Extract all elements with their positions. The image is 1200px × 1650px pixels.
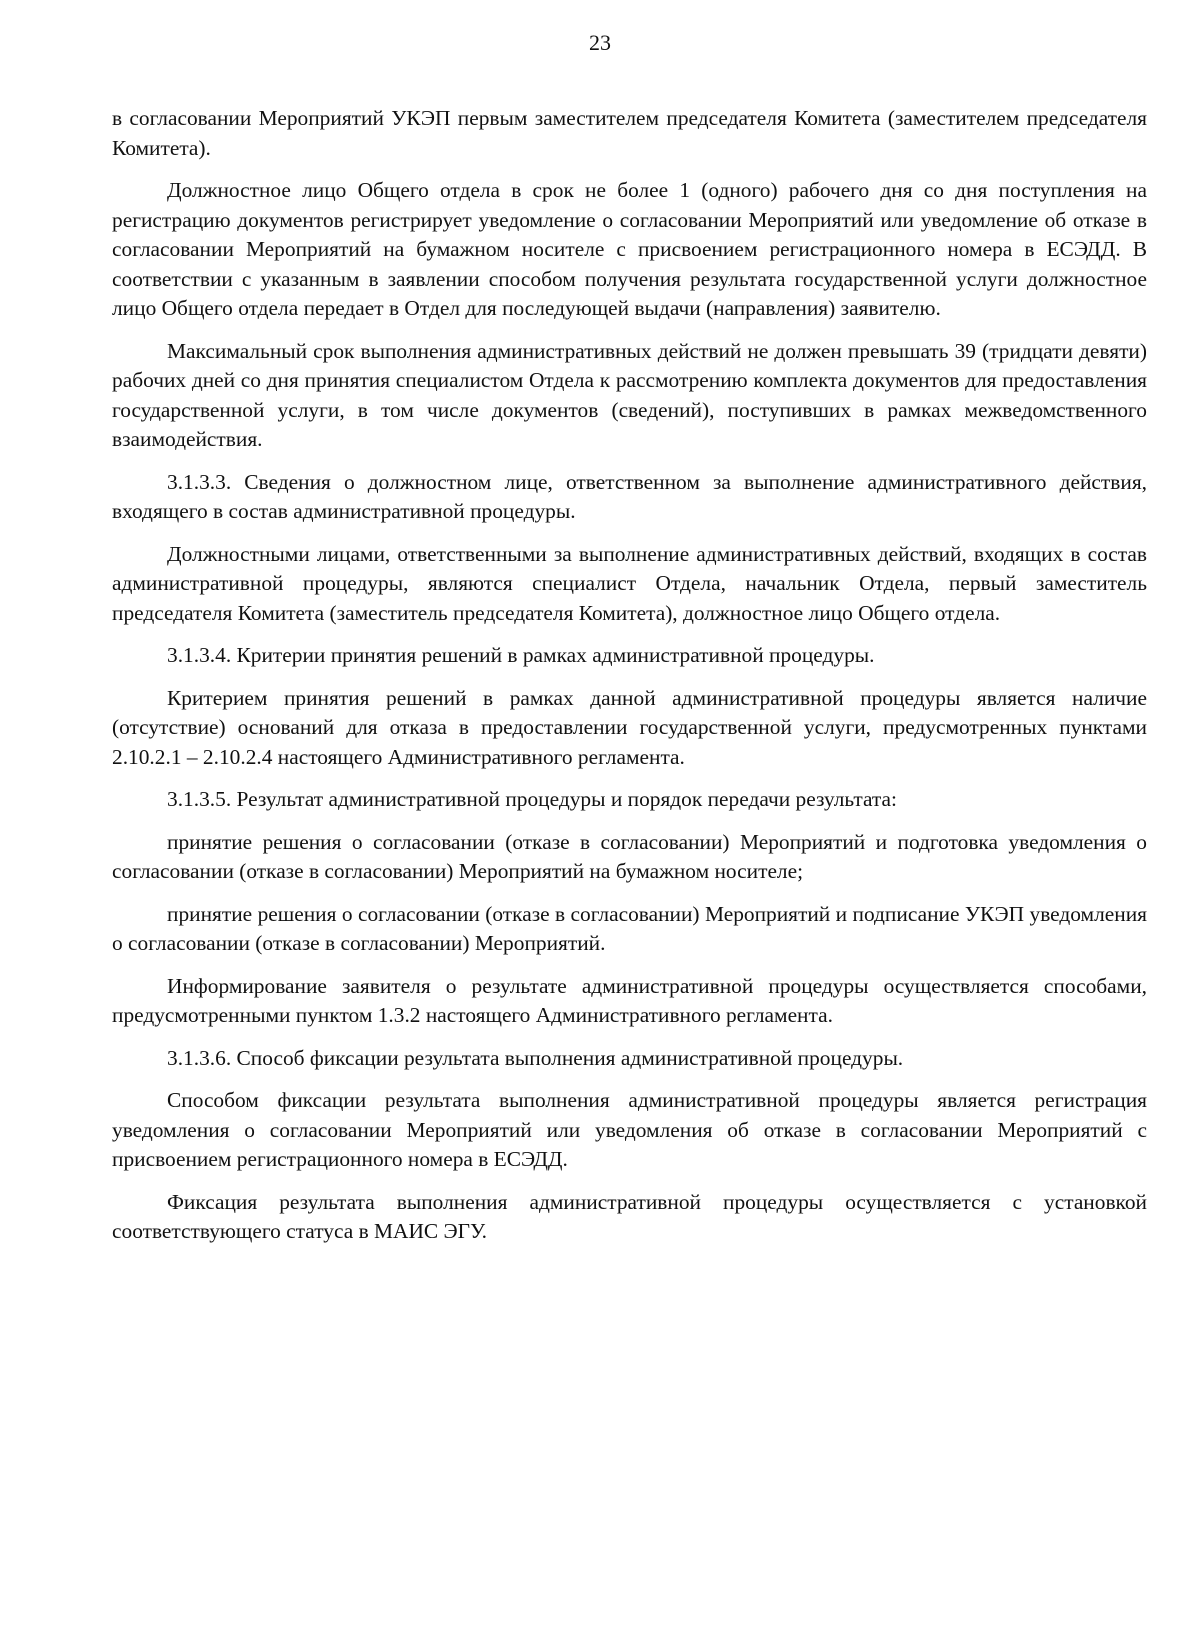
paragraph-applicant-informing: Информирование заявителя о результате административной процедуры осуществляется способами, предусмотренными пунктом 1.3.2 настоящего Административного регламента. (112, 973, 1147, 1027)
paragraph-result-paper: принятие решения о согласовании (отказе в согласовании) Мероприятий и подготовка уведомления о согласовании (отказе в согласовании) Мероприятий на бумажном носителе; (112, 829, 1147, 883)
section-heading-3-1-3-4: 3.1.3.4. Критерии принятия решений в рамках административной процедуры. (167, 643, 875, 667)
section-heading-3-1-3-3: 3.1.3.3. Сведения о должностном лице, ответственном за выполнение административного действия, входящего в состав административной процедуры. (112, 469, 1147, 523)
page-number: 23 (589, 30, 611, 55)
section-heading-3-1-3-5: 3.1.3.5. Результат административной процедуры и порядок передачи результата: (167, 787, 897, 811)
paragraph-decision-criteria: Критерием принятия решений в рамках данной административной процедуры является наличие (отсутствие) оснований для отказа в предоставлении государственной услуги, предусмотренных пунктами 2.10.2.1 – 2.10.2.4 настоящего Административного регламента. (112, 685, 1147, 769)
paragraph-continuation: в согласовании Мероприятий УКЭП первым заместителем председателя Комитета (заместителем председателя Комитета). (112, 106, 1147, 160)
section-heading-3-1-3-6: 3.1.3.6. Способ фиксации результата выполнения административной процедуры. (167, 1045, 904, 1070)
paragraph-general-department-registration: Должностное лицо Общего отдела в срок не более 1 (одного) рабочего дня со дня поступления на регистрацию документов регистрирует уведомление о согласовании Мероприятий или уведомление об отказе в согласовании Мероприятий на бумажном носителе с присвоением регистрационного номера в ЕСЭДД. В соответствии с указанным в заявлении способом получения результата государственной услуги должностное лицо Общего отдела передает в Отдел для последующей выдачи (направления) заявителю. (112, 178, 1147, 320)
paragraph-fixation-status: Фиксация результата выполнения административной процедуры осуществляется с установкой соответствующего статуса в МАИС ЭГУ. (112, 1189, 1147, 1243)
document-body (112, 104, 1147, 1260)
paragraph-responsible-officials: Должностными лицами, ответственными за выполнение административных действий, входящих в состав административной процедуры, являются специалист Отдела, начальник Отдела, первый заместитель председателя Комитета (заместитель председателя Комитета), должностное лицо Общего отдела. (112, 541, 1147, 625)
paragraph-fixation-method: Способом фиксации результата выполнения административной процедуры является регистрация уведомления о согласовании Мероприятий или уведомления об отказе в согласовании Мероприятий с присвоением регистрационного номера в ЕСЭДД. (112, 1088, 1147, 1171)
paragraph-result-ukep: принятие решения о согласовании (отказе в согласовании) Мероприятий и подписание УКЭП уведомления о согласовании (отказе в согласовании) Мероприятий. (112, 901, 1147, 955)
paragraph-maximum-term: Максимальный срок выполнения административных действий не должен превышать 39 (тридцати девяти) рабочих дней со дня принятия специалистом Отдела к рассмотрению комплекта документов для предоставления государственной услуги, в том числе документов (сведений), поступивших в рамках межведомственного взаимодействия. (112, 338, 1147, 451)
